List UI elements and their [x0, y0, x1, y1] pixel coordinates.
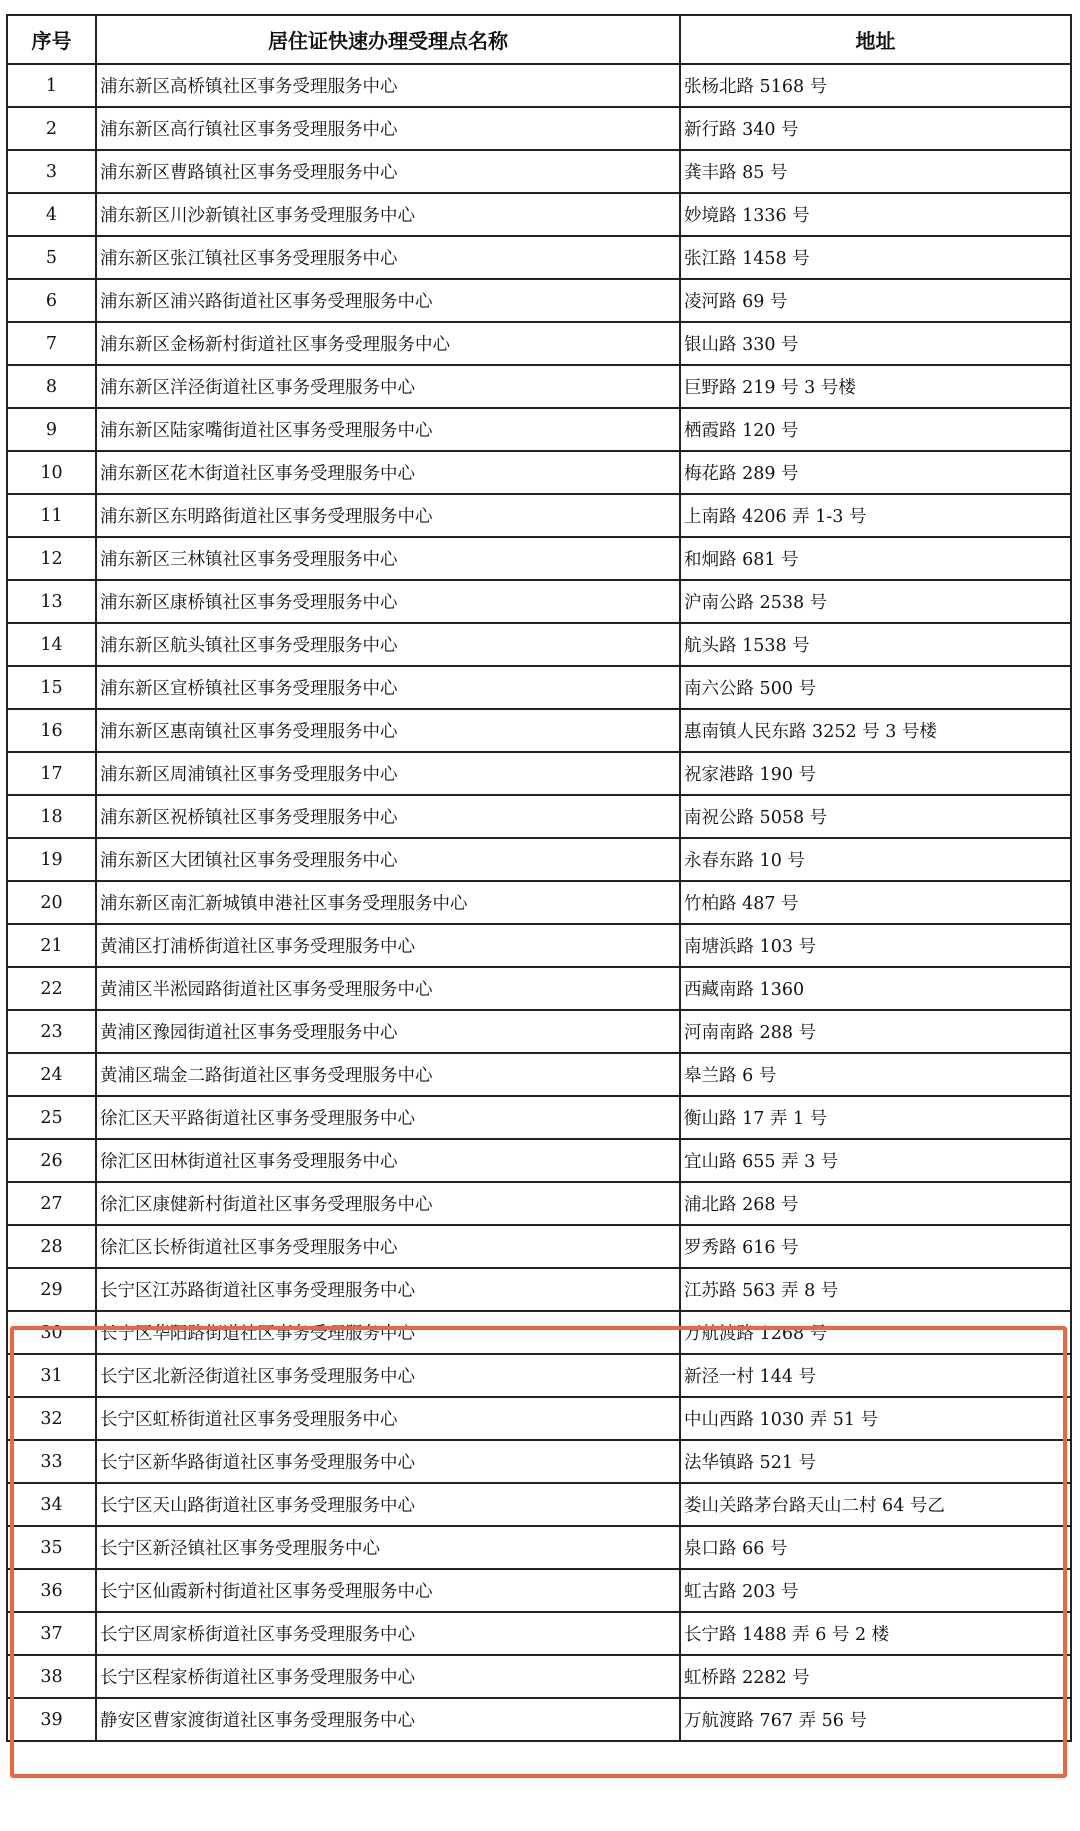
row-number: 4 [7, 193, 96, 236]
center-name: 徐汇区长桥街道社区事务受理服务中心 [96, 1225, 680, 1268]
header-address: 地址 [680, 15, 1071, 64]
row-number: 21 [7, 924, 96, 967]
row-number: 17 [7, 752, 96, 795]
row-number: 23 [7, 1010, 96, 1053]
table-row [7, 924, 1071, 967]
row-number: 20 [7, 881, 96, 924]
row-number: 38 [7, 1655, 96, 1698]
row-number: 16 [7, 709, 96, 752]
center-address: 万航渡路 767 弄 56 号 [680, 1698, 1071, 1741]
center-name: 浦东新区高桥镇社区事务受理服务中心 [96, 64, 680, 107]
center-name: 黄浦区半淞园路街道社区事务受理服务中心 [96, 967, 680, 1010]
center-address: 张杨北路 5168 号 [680, 64, 1071, 107]
center-name: 浦东新区东明路街道社区事务受理服务中心 [96, 494, 680, 537]
table-row [7, 1440, 1071, 1483]
table-row [7, 1698, 1071, 1741]
center-name: 浦东新区祝桥镇社区事务受理服务中心 [96, 795, 680, 838]
row-number: 1 [7, 64, 96, 107]
center-name: 长宁区江苏路街道社区事务受理服务中心 [96, 1268, 680, 1311]
table-row [7, 795, 1071, 838]
table-row [7, 64, 1071, 107]
center-name: 长宁区仙霞新村街道社区事务受理服务中心 [96, 1569, 680, 1612]
header-name: 居住证快速办理受理点名称 [96, 15, 680, 64]
center-address: 虹桥路 2282 号 [680, 1655, 1071, 1698]
center-address: 泉口路 66 号 [680, 1526, 1071, 1569]
center-name: 长宁区周家桥街道社区事务受理服务中心 [96, 1612, 680, 1655]
row-number: 13 [7, 580, 96, 623]
row-number: 11 [7, 494, 96, 537]
table-row [7, 967, 1071, 1010]
row-number: 18 [7, 795, 96, 838]
center-address: 银山路 330 号 [680, 322, 1071, 365]
center-address: 南祝公路 5058 号 [680, 795, 1071, 838]
table-row [7, 150, 1071, 193]
center-name: 浦东新区张江镇社区事务受理服务中心 [96, 236, 680, 279]
row-number: 15 [7, 666, 96, 709]
center-address: 栖霞路 120 号 [680, 408, 1071, 451]
row-number: 33 [7, 1440, 96, 1483]
center-address: 航头路 1538 号 [680, 623, 1071, 666]
table-row [7, 1311, 1071, 1354]
center-address: 祝家港路 190 号 [680, 752, 1071, 795]
row-number: 27 [7, 1182, 96, 1225]
center-address: 虹古路 203 号 [680, 1569, 1071, 1612]
center-name: 长宁区程家桥街道社区事务受理服务中心 [96, 1655, 680, 1698]
center-address: 浦北路 268 号 [680, 1182, 1071, 1225]
table-row [7, 1225, 1071, 1268]
row-number: 8 [7, 365, 96, 408]
row-number: 2 [7, 107, 96, 150]
center-name: 徐汇区天平路街道社区事务受理服务中心 [96, 1096, 680, 1139]
center-name: 浦东新区大团镇社区事务受理服务中心 [96, 838, 680, 881]
center-name: 黄浦区瑞金二路街道社区事务受理服务中心 [96, 1053, 680, 1096]
center-name: 浦东新区洋泾街道社区事务受理服务中心 [96, 365, 680, 408]
center-address: 法华镇路 521 号 [680, 1440, 1071, 1483]
table-header-row [7, 15, 1071, 64]
row-number: 7 [7, 322, 96, 365]
service-center-table [6, 14, 1072, 1742]
header-number: 序号 [7, 15, 96, 64]
center-address: 妙境路 1336 号 [680, 193, 1071, 236]
table-row [7, 881, 1071, 924]
center-address: 南六公路 500 号 [680, 666, 1071, 709]
center-address: 龚丰路 85 号 [680, 150, 1071, 193]
table-row [7, 1569, 1071, 1612]
center-name: 长宁区新华路街道社区事务受理服务中心 [96, 1440, 680, 1483]
center-address: 万航渡路 1268 号 [680, 1311, 1071, 1354]
center-address: 西藏南路 1360 [680, 967, 1071, 1010]
center-name: 浦东新区康桥镇社区事务受理服务中心 [96, 580, 680, 623]
row-number: 9 [7, 408, 96, 451]
table-row [7, 1010, 1071, 1053]
row-number: 12 [7, 537, 96, 580]
center-address: 江苏路 563 弄 8 号 [680, 1268, 1071, 1311]
center-name: 静安区曹家渡街道社区事务受理服务中心 [96, 1698, 680, 1741]
row-number: 32 [7, 1397, 96, 1440]
row-number: 36 [7, 1569, 96, 1612]
center-name: 浦东新区曹路镇社区事务受理服务中心 [96, 150, 680, 193]
center-address: 永春东路 10 号 [680, 838, 1071, 881]
center-address: 梅花路 289 号 [680, 451, 1071, 494]
table-row [7, 1053, 1071, 1096]
center-address: 南塘浜路 103 号 [680, 924, 1071, 967]
row-number: 3 [7, 150, 96, 193]
center-name: 浦东新区惠南镇社区事务受理服务中心 [96, 709, 680, 752]
table-row [7, 1483, 1071, 1526]
center-address: 河南南路 288 号 [680, 1010, 1071, 1053]
table-row [7, 1182, 1071, 1225]
row-number: 26 [7, 1139, 96, 1182]
table-row [7, 537, 1071, 580]
center-name: 长宁区华阳路街道社区事务受理服务中心 [96, 1311, 680, 1354]
center-address: 和炯路 681 号 [680, 537, 1071, 580]
row-number: 19 [7, 838, 96, 881]
center-name: 浦东新区周浦镇社区事务受理服务中心 [96, 752, 680, 795]
table-row [7, 494, 1071, 537]
center-address: 中山西路 1030 弄 51 号 [680, 1397, 1071, 1440]
center-name: 徐汇区田林街道社区事务受理服务中心 [96, 1139, 680, 1182]
table-row [7, 838, 1071, 881]
center-name: 浦东新区宣桥镇社区事务受理服务中心 [96, 666, 680, 709]
center-name: 长宁区新泾镇社区事务受理服务中心 [96, 1526, 680, 1569]
table-row [7, 752, 1071, 795]
row-number: 24 [7, 1053, 96, 1096]
table-row [7, 451, 1071, 494]
center-address: 竹柏路 487 号 [680, 881, 1071, 924]
table-row [7, 107, 1071, 150]
table-row [7, 236, 1071, 279]
row-number: 29 [7, 1268, 96, 1311]
center-address: 新泾一村 144 号 [680, 1354, 1071, 1397]
table-row [7, 666, 1071, 709]
table-row [7, 709, 1071, 752]
center-name: 浦东新区浦兴路街道社区事务受理服务中心 [96, 279, 680, 322]
center-address: 罗秀路 616 号 [680, 1225, 1071, 1268]
center-address: 沪南公路 2538 号 [680, 580, 1071, 623]
center-name: 浦东新区三林镇社区事务受理服务中心 [96, 537, 680, 580]
row-number: 25 [7, 1096, 96, 1139]
center-name: 徐汇区康健新村街道社区事务受理服务中心 [96, 1182, 680, 1225]
center-name: 浦东新区金杨新村街道社区事务受理服务中心 [96, 322, 680, 365]
center-address: 衡山路 17 弄 1 号 [680, 1096, 1071, 1139]
table-row [7, 193, 1071, 236]
table-row [7, 1612, 1071, 1655]
center-address: 皋兰路 6 号 [680, 1053, 1071, 1096]
row-number: 10 [7, 451, 96, 494]
row-number: 6 [7, 279, 96, 322]
table-row [7, 365, 1071, 408]
center-address: 宜山路 655 弄 3 号 [680, 1139, 1071, 1182]
table-row [7, 322, 1071, 365]
table-row [7, 623, 1071, 666]
center-name: 长宁区虹桥街道社区事务受理服务中心 [96, 1397, 680, 1440]
table-row [7, 1268, 1071, 1311]
row-number: 28 [7, 1225, 96, 1268]
row-number: 5 [7, 236, 96, 279]
row-number: 30 [7, 1311, 96, 1354]
row-number: 22 [7, 967, 96, 1010]
center-name: 长宁区天山路街道社区事务受理服务中心 [96, 1483, 680, 1526]
row-number: 37 [7, 1612, 96, 1655]
center-name: 黄浦区打浦桥街道社区事务受理服务中心 [96, 924, 680, 967]
table-row [7, 580, 1071, 623]
center-address: 张江路 1458 号 [680, 236, 1071, 279]
center-name: 浦东新区川沙新镇社区事务受理服务中心 [96, 193, 680, 236]
table-row [7, 1139, 1071, 1182]
table-row [7, 408, 1071, 451]
center-name: 黄浦区豫园街道社区事务受理服务中心 [96, 1010, 680, 1053]
center-name: 长宁区北新泾街道社区事务受理服务中心 [96, 1354, 680, 1397]
table-row [7, 1655, 1071, 1698]
row-number: 35 [7, 1526, 96, 1569]
row-number: 34 [7, 1483, 96, 1526]
center-name: 浦东新区陆家嘴街道社区事务受理服务中心 [96, 408, 680, 451]
center-name: 浦东新区花木街道社区事务受理服务中心 [96, 451, 680, 494]
table-row [7, 1096, 1071, 1139]
center-name: 浦东新区南汇新城镇申港社区事务受理服务中心 [96, 881, 680, 924]
table-row [7, 279, 1071, 322]
center-address: 新行路 340 号 [680, 107, 1071, 150]
center-address: 凌河路 69 号 [680, 279, 1071, 322]
table-row [7, 1354, 1071, 1397]
center-name: 浦东新区高行镇社区事务受理服务中心 [96, 107, 680, 150]
center-address: 惠南镇人民东路 3252 号 3 号楼 [680, 709, 1071, 752]
row-number: 39 [7, 1698, 96, 1741]
table-row [7, 1526, 1071, 1569]
row-number: 14 [7, 623, 96, 666]
row-number: 31 [7, 1354, 96, 1397]
center-name: 浦东新区航头镇社区事务受理服务中心 [96, 623, 680, 666]
center-address: 巨野路 219 号 3 号楼 [680, 365, 1071, 408]
center-address: 长宁路 1488 弄 6 号 2 楼 [680, 1612, 1071, 1655]
table-row [7, 1397, 1071, 1440]
center-address: 上南路 4206 弄 1-3 号 [680, 494, 1071, 537]
document-page [6, 14, 1070, 1742]
center-address: 娄山关路茅台路天山二村 64 号乙 [680, 1483, 1071, 1526]
